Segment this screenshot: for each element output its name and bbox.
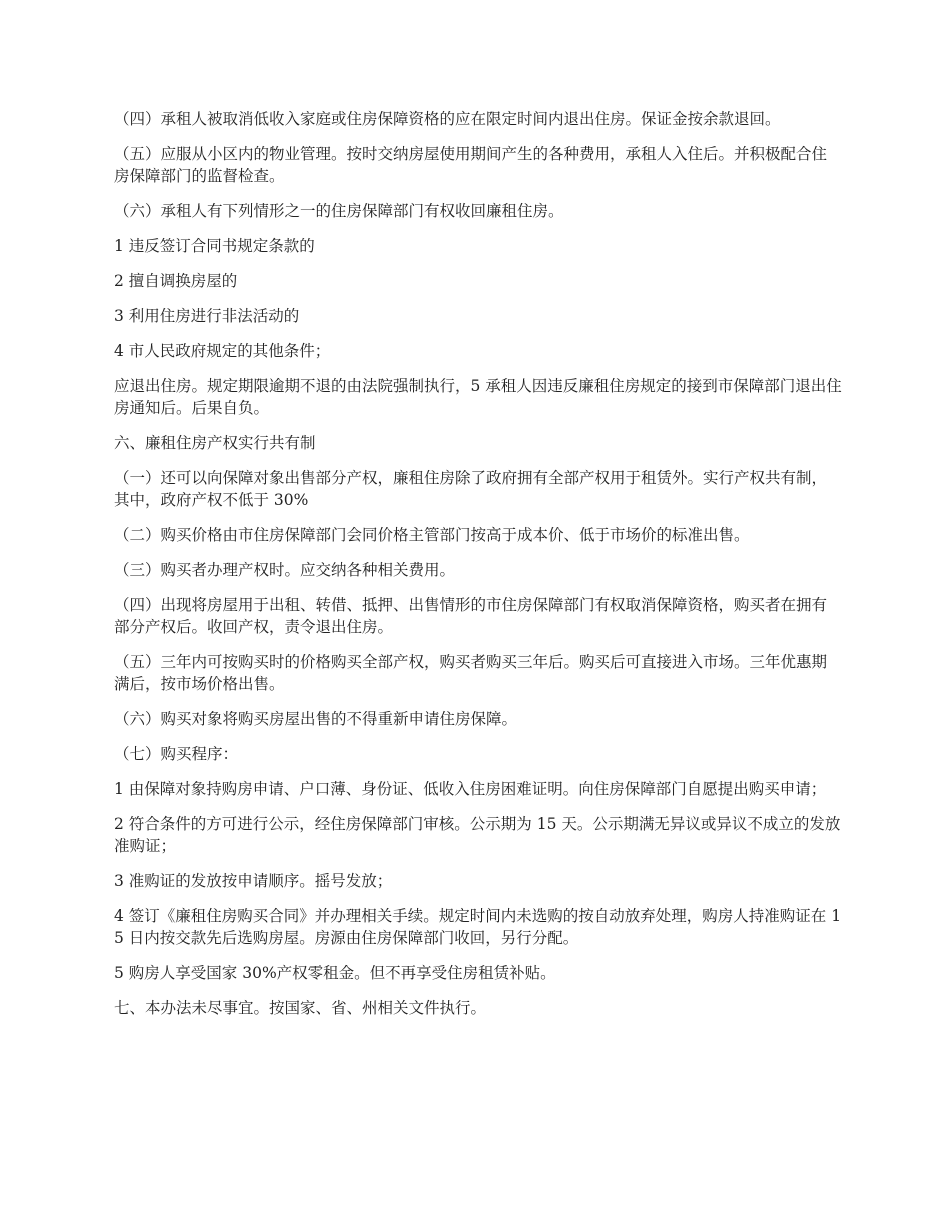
- list-item-contract-violation: 1 违反签订合同书规定条款的: [114, 237, 315, 255]
- list-item-application: 1 由保障对象持购房申请、户口薄、身份证、低收入住房困难证明。向住房保障部门自愿提出购买申请；: [114, 780, 827, 798]
- paragraph-purchase-price: （二）购买价格由市住房保障部门会同价格主管部门按高于成本价、低于市场价的标准出售。: [114, 526, 750, 544]
- document-page: [114, 108, 842, 1032]
- list-item-zero-rent: 5 购房人享受国家 30%产权零租金。但不再享受住房租赁补贴。: [114, 964, 556, 982]
- list-item-sign-contract: 4 签订《廉租住房购买合同》并办理相关手续。规定时间内未选购的按自动放弃处理，购房人持准购证在 15 日内按交款先后选购房屋。房源由住房保障部门收回，另行分配。: [114, 907, 842, 947]
- paragraph-full-ownership-purchase: （五）三年内可按购买时的价格购买全部产权，购买者购买三年后。购买后可直接进入市场。三年优惠期满后，按市场价格出售。: [114, 653, 828, 693]
- list-item-illegal-activity: 3 利用住房进行非法活动的: [114, 307, 300, 325]
- paragraph-revocation: （四）出现将房屋用于出租、转借、抵押、出售情形的市住房保障部门有权取消保障资格，购买者在拥有部分产权后。收回产权，责令退出住房。: [114, 596, 828, 636]
- paragraph-tenant-disqualified: （四）承租人被取消低收入家庭或住房保障资格的应在限定时间内退出住房。保证金按余款退回。: [114, 110, 781, 128]
- paragraph-partial-ownership-sale: （一）还可以向保障对象出售部分产权，廉租住房除了政府拥有全部产权用于租赁外。实行产权共有制，其中，政府产权不低于 30%: [114, 469, 828, 509]
- list-item-unauthorized-swap: 2 擅自调换房屋的: [114, 272, 238, 290]
- list-item-lottery: 3 准购证的发放按申请顺序。摇号发放；: [114, 872, 393, 890]
- paragraph-purchase-procedure: （七）购买程序：: [114, 745, 239, 763]
- paragraph-eviction-enforcement: 应退出住房。规定期限逾期不退的由法院强制执行，5 承租人因违反廉租住房规定的接到市保障部门退出住房通知后。后果自负。: [114, 377, 842, 417]
- section-heading-final-provisions: 七、本办法未尽事宜。按国家、省、州相关文件执行。: [114, 999, 487, 1017]
- paragraph-reclaim-conditions: （六）承租人有下列情形之一的住房保障部门有权收回廉租住房。: [114, 202, 564, 220]
- paragraph-property-management: （五）应服从小区内的物业管理。按时交纳房屋使用期间产生的各种费用，承租人入住后。并积极配合住房保障部门的监督检查。: [114, 145, 828, 185]
- paragraph-resale-restriction: （六）购买对象将购买房屋出售的不得重新申请住房保障。: [114, 710, 518, 728]
- list-item-other-conditions: 4 市人民政府规定的其他条件；: [114, 342, 331, 360]
- section-heading-shared-ownership: 六、廉租住房产权实行共有制: [114, 434, 316, 452]
- list-item-public-notice: 2 符合条件的方可进行公示，经住房保障部门审核。公示期为 15 天。公示期满无异议或异议不成立的发放准购证；: [114, 815, 841, 855]
- paragraph-fees: （三）购买者办理产权时。应交纳各种相关费用。: [114, 561, 456, 579]
